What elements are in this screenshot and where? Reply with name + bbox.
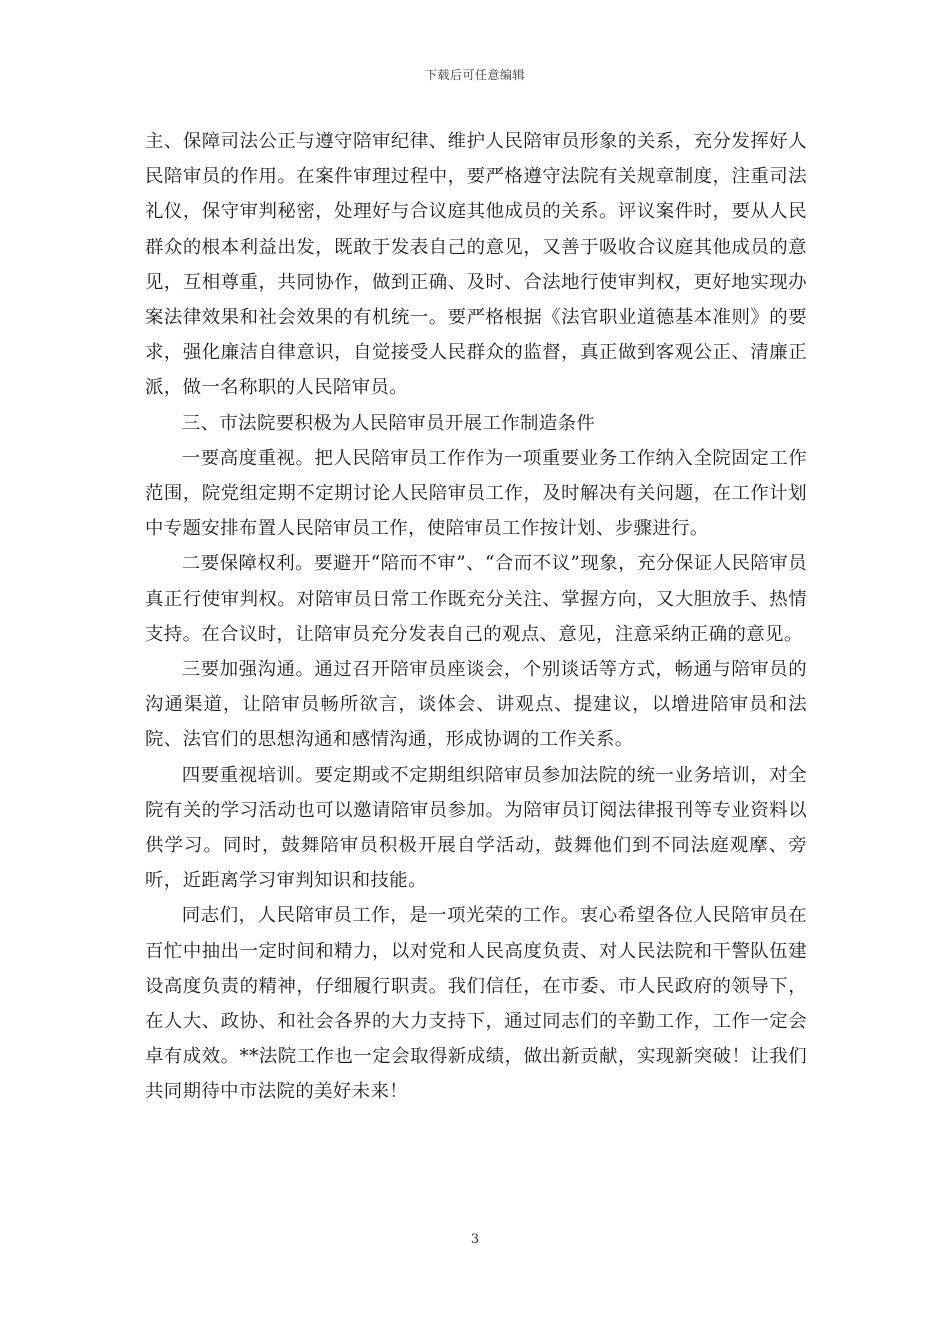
paragraph-item-3: 三要加强沟通。通过召开陪审员座谈会，个别谈话等方式，畅通与陪审员的沟通渠道，让陪审员畅所欲言，谈体会、讲观点、提建议，以增进陪审员和法院、法官们的思想沟通和感情沟通，形成协调的工作关系。 xyxy=(145,659,807,751)
paragraph-continuation: 主、保障司法公正与遵守陪审纪律、维护人民陪审员形象的关系，充分发挥好人民陪审员的作用。在案件审理过程中，要严格遵守法院有关规章制度，注重司法礼仪，保守审判秘密，处理好与合议庭其他成员的关系。评议案件时，要从人民群众的根本利益出发，既敢于发表自己的意见，又善于吸收合议庭其他成员的意见，互相尊重，共同协作，做到正确、及时、合法地行使审判权，更好地实现办案法律效果和社会效果的有机统一。要严格根据《法官职业道德基本准则》的要求，强化廉洁自律意识，自觉接受人民群众的监督，真正做到客观公正、清廉正派，做一名称职的人民陪审员。 xyxy=(145,131,807,399)
page-header: 下载后可任意编辑 xyxy=(424,68,525,82)
paragraph-item-1: 一要高度重视。把人民陪审员工作作为一项重要业务工作纳入全院固定工作范围，院党组定期不定期讨论人民陪审员工作，及时解决有关问题，在工作计划中专题安排布置人民陪审员工作，使陪审员工作按计划、步骤进行。 xyxy=(145,447,807,540)
paragraph-closing: 同志们，人民陪审员工作，是一项光荣的工作。衷心希望各位人民陪审员在百忙中抽出一定时间和精力，以对党和人民高度负责、对人民法院和干警队伍建设高度负责的精神，仔细履行职责。我们信任，在市委、市人民政府的领导下，在人大、政协、和社会各界的大力支持下，通过同志们的辛勤工作，工作一定会卓有成效。**法院工作也一定会取得新成绩，做出新贡献，实现新突破！让我们共同期待中市法院的美好未来！ xyxy=(145,905,807,1103)
page-number: 3 xyxy=(470,1232,480,1247)
document-body xyxy=(145,124,807,1110)
section-heading-3: 三、市法院要积极为人民陪审员开展工作制造条件 xyxy=(181,412,596,434)
paragraph-item-4: 四要重视培训。要定期或不定期组织陪审员参加法院的统一业务培训，对全院有关的学习活动也可以邀请陪审员参加。为陪审员订阅法律报刊等专业资料以供学习。同时，鼓舞陪审员积极开展自学活动，鼓舞他们到不同法庭观摩、旁听，近距离学习审判知识和技能。 xyxy=(145,764,807,892)
paragraph-item-2: 二要保障权利。要避开“陪而不审”、“合而不议”现象，充分保证人民陪审员真正行使审判权。对陪审员日常工作既充分关注、掌握方向，又大胆放手、热情支持。在合议时，让陪审员充分发表自己的观点、意见，注意采纳正确的意见。 xyxy=(145,553,807,645)
